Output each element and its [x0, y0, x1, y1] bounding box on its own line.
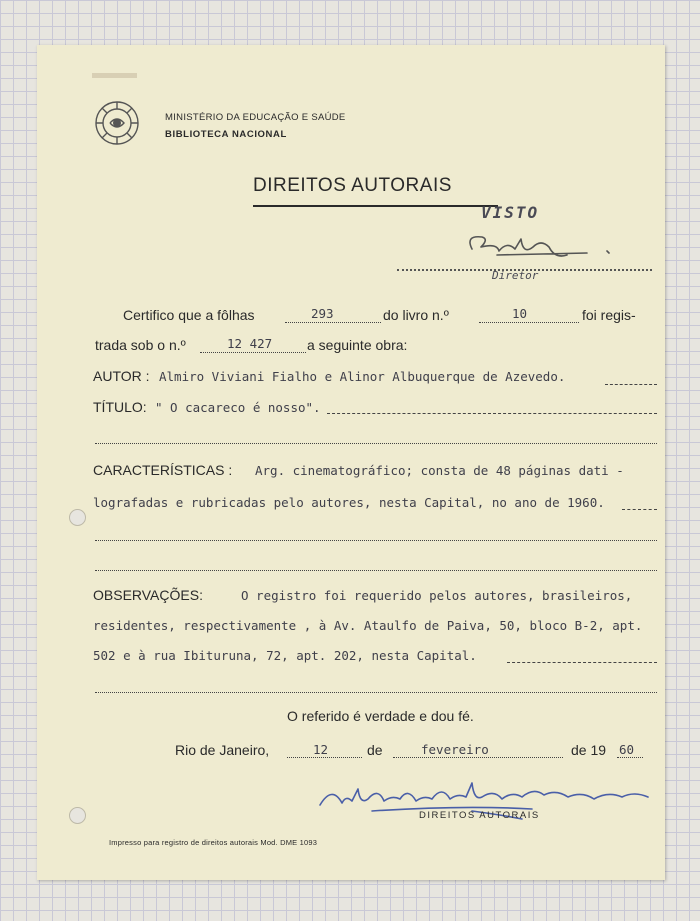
- observacoes-line-3: 502 e à rua Ibituruna, 72, apt. 202, nesta Capital.: [93, 648, 477, 663]
- observacoes-line-1: O registro foi requerido pelos autores, brasileiros,: [241, 588, 633, 603]
- dotted-line: [95, 443, 657, 444]
- punch-hole: [69, 509, 86, 526]
- observacoes-label: OBSERVAÇÕES:: [93, 587, 203, 603]
- titulo-label: TÍTULO:: [93, 399, 147, 415]
- dotted-line: [95, 570, 657, 571]
- visto-stamp: VISTO: [481, 203, 540, 222]
- dotted-line: [200, 352, 306, 353]
- library-name: BIBLIOTECA NACIONAL: [165, 129, 287, 140]
- observacoes-line-2: residentes, respectivamente , à Av. Ataulfo de Paiva, 50, bloco B-2, apt.: [93, 618, 643, 633]
- city-text: Rio de Janeiro,: [175, 742, 270, 758]
- month-value: fevereiro: [421, 742, 489, 757]
- foi-regis-text: foi regis-: [582, 307, 636, 323]
- dashed-fill: [605, 384, 657, 385]
- dotted-line: [479, 322, 579, 323]
- de-text: de: [367, 742, 383, 758]
- autor-value: Almiro Viviani Fialho e Alinor Albuquerque de Azevedo.: [159, 369, 566, 384]
- folhas-value: 293: [311, 306, 334, 321]
- document-title: DIREITOS AUTORAIS: [253, 175, 452, 196]
- de-19-text: de 19: [571, 742, 607, 758]
- dotted-line: [393, 757, 563, 758]
- trada-text: trada sob o n.º: [95, 337, 186, 353]
- do-livro-text: do livro n.º: [383, 307, 449, 323]
- title-underline: [253, 205, 498, 207]
- livro-value: 10: [512, 306, 528, 321]
- signer-label: DIREITOS AUTORAIS: [419, 810, 540, 821]
- caracteristicas-label: CARACTERÍSTICAS :: [93, 462, 233, 478]
- seguinte-text: a seguinte obra:: [307, 337, 408, 353]
- director-signature: [437, 225, 617, 270]
- day-value: 12: [313, 742, 329, 757]
- closing-statement: O referido é verdade e dou fé.: [287, 708, 474, 724]
- dashed-fill: [507, 662, 657, 663]
- dashed-fill: [327, 413, 657, 414]
- certifico-text: Certifico que a fôlhas: [123, 307, 255, 323]
- dotted-line: [95, 540, 657, 541]
- punch-hole: [69, 807, 86, 824]
- tape-strip: [92, 73, 137, 78]
- year-value: 60: [619, 742, 635, 757]
- autor-label: AUTOR :: [93, 368, 150, 384]
- dotted-line: [617, 757, 643, 758]
- titulo-value: " O cacareco é nosso".: [155, 400, 321, 415]
- dashed-fill: [622, 509, 657, 510]
- caracteristicas-line-2: lografadas e rubricadas pelo autores, nesta Capital, no ano de 1960.: [93, 495, 605, 510]
- certificate-document: [37, 45, 665, 880]
- dotted-line: [285, 322, 381, 323]
- dotted-line: [95, 692, 657, 693]
- coat-of-arms-emblem: [91, 97, 143, 149]
- dotted-line: [287, 757, 362, 758]
- director-label: Diretor: [492, 269, 539, 282]
- ministry-name: MINISTÉRIO DA EDUCAÇÃO E SAÚDE: [165, 112, 346, 123]
- caracteristicas-line-1: Arg. cinematográfico; consta de 48 páginas dati -: [255, 463, 624, 478]
- registro-value: 12 427: [227, 336, 273, 351]
- footer-note: Impresso para registro de direitos autorais Mod. DME 1093: [109, 838, 318, 847]
